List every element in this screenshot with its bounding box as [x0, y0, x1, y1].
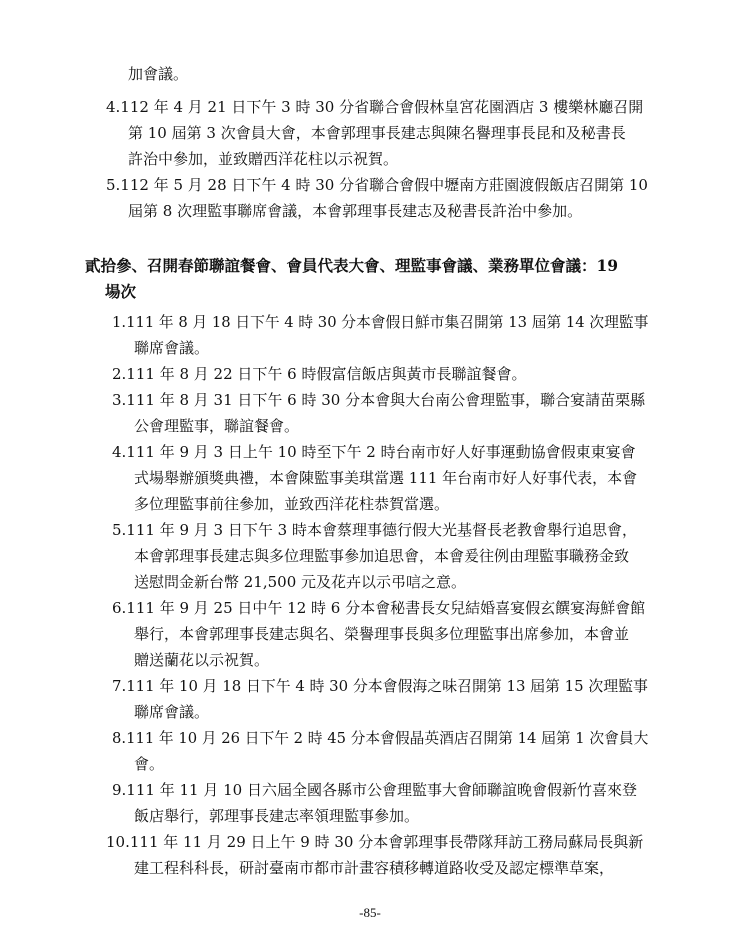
list-item-line: 3.111 年 8 月 31 日下午 6 時 30 分本會與大台南公會理監事，聯合宴請苗栗縣	[112, 391, 646, 409]
list-item-line: 7.111 年 10 月 18 日下午 4 時 30 分本會假海之味召開第 13 屆第 15 次理監事	[112, 677, 648, 695]
page-number: -85-	[359, 905, 381, 920]
list-item-line: 公會理監事，聯誼餐會。	[134, 417, 300, 435]
list-item-line: 屆第 8 次理監事聯席會議，本會郭理事長建志及秘書長許治中參加。	[128, 202, 583, 220]
list-item-line: 飯店舉行，郭理事長建志率領理監事參加。	[134, 807, 420, 825]
list-item-line: 6.111 年 9 月 25 日中午 12 時 6 分本會秘書長女兒結婚喜宴假玄饌宴海鮮會館	[112, 599, 646, 617]
continuation-line: 加會議。	[128, 65, 189, 83]
list-item-line: 5.111 年 9 月 3 日下午 3 時本會蔡理事德行假大光基督長老教會舉行追思會，	[112, 521, 637, 539]
section-heading-line: 場次	[105, 282, 137, 301]
list-item-line: 5.112 年 5 月 28 日下午 4 時 30 分省聯合會假中壢南方莊園渡假飯店召開第 10	[106, 176, 648, 194]
list-item-line: 8.111 年 10 月 26 日下午 2 時 45 分本會假晶英酒店召開第 14 屆第 1 次會員大	[112, 729, 649, 747]
list-item-line: 2.111 年 8 月 22 日下午 6 時假富信飯店與黃市長聯誼餐會。	[112, 365, 527, 383]
list-item-line: 10.111 年 11 月 29 日上午 9 時 30 分本會郭理事長帶隊拜訪工務局蘇局長與新	[106, 833, 644, 851]
list-item-line: 本會郭理事長建志與多位理監事參加追思會，本會爰往例由理監事職務金致	[134, 547, 630, 565]
list-item-line: 建工程科科長，研討臺南市都市計畫容積移轉道路收受及認定標準草案，	[134, 859, 615, 877]
list-item-line: 1.111 年 8 月 18 日下午 4 時 30 分本會假日鮮市集召開第 13 屆第 14 次理監事	[112, 313, 649, 331]
section-heading-line: 貳拾參、召開春節聯誼餐會、會員代表大會、理監事會議、業務單位會議：19	[85, 256, 619, 275]
list-item-line: 許治中參加，並致贈西洋花柱以示祝賀。	[128, 150, 399, 168]
list-item-line: 會。	[134, 755, 165, 773]
list-item-line: 4.111 年 9 月 3 日上午 10 時至下午 2 時台南市好人好事運動協會假東東宴會	[112, 443, 636, 461]
list-item-line: 舉行，本會郭理事長建志與名、榮譽理事長與多位理監事出席參加，本會並	[134, 625, 630, 643]
list-item-line: 4.112 年 4 月 21 日下午 3 時 30 分省聯合會假林皇宮花園酒店 3 樓樂林廳召開	[106, 98, 644, 116]
list-item-line: 聯席會議。	[134, 703, 210, 721]
list-item-line: 第 10 屆第 3 次會員大會，本會郭理事長建志與陳名譽理事長昆和及秘書長	[128, 124, 626, 142]
list-item-line: 送慰問金新台幣 21,500 元及花卉以示弔唁之意。	[134, 573, 467, 591]
list-item-line: 式場舉辦頒獎典禮，本會陳監事美琪當選 111 年台南市好人好事代表，本會	[134, 469, 638, 487]
list-item-line: 多位理監事前往參加，並致西洋花柱恭賀當選。	[134, 495, 450, 513]
list-item-line: 聯席會議。	[134, 339, 210, 357]
list-item-line: 9.111 年 11 月 10 日六屆全國各縣市公會理監事大會師聯誼晚會假新竹喜來登	[112, 781, 637, 799]
list-item-line: 贈送蘭花以示祝賀。	[134, 651, 270, 669]
